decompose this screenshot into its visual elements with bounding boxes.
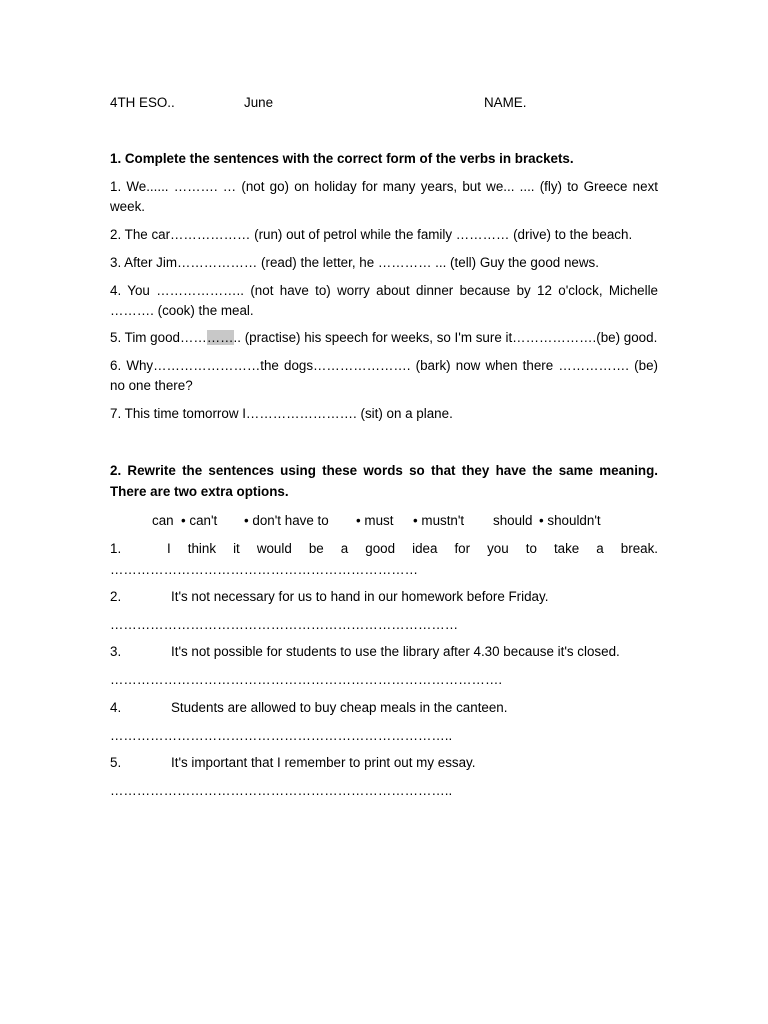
section1-item-3: 3. After Jim……………… (read) the letter, he ………… ... (tell) Guy the good news. [110,255,599,270]
rewrite-sentence: Students are allowed to buy cheap meals in the canteen. [171,700,508,715]
answer-line[interactable]: …………………………………………………………… [110,562,418,577]
rewrite-number: 2. [110,589,122,604]
rewrite-item-1 [110,539,658,559]
rewrite-number: 1. [110,541,122,556]
answer-line[interactable]: ………………………………………………………………….. [110,783,453,798]
option-word: • don't have to [244,513,329,528]
word-options [110,511,658,531]
option-word: • must [356,513,394,528]
section1-item-2: 2. The car……………… (run) out of petrol while the family ………… (drive) to the beach. [110,227,633,242]
exam-month: June [244,95,274,110]
rewrite-sentence: I think it would be a good idea for you to take a break. [167,541,658,556]
rewrite-sentence: It's important that I remember to print out my essay. [171,755,476,770]
item-5-end: .. (practise) his speech for weeks, so I'm sure it……………….(be) good. [233,330,658,345]
section1-item-5 [110,328,658,348]
section1-item-7: 7. This time tomorrow I……………………. (sit) on a plane. [110,406,453,421]
section1-instruction: 1. Complete the sentences with the correct form of the verbs in brackets. [110,151,574,166]
rewrite-sentence: It's not necessary for us to hand in our homework before Friday. [171,589,549,604]
option-word: • shouldn't [539,513,601,528]
rewrite-sentence: It's not possible for students to use the library after 4.30 because it's closed. [171,644,620,659]
answer-line[interactable]: …………………………………………………………………… [110,617,459,632]
section1-item-6: 6. Why……………………the dogs…………………. (bark) now when there ……………. (be) no one there? [110,358,658,393]
section1-item-1: 1. We...... ………. … (not go) on holiday for many years, but we... .... (fly) to Greece next week. [110,179,658,214]
course-level: 4TH ESO.. [110,95,175,110]
rewrite-item-3 [110,642,658,662]
section2-instruction: 2. Rewrite the sentences using these words so that they have the same meaning. There are two extra options. [110,463,658,499]
rewrite-number: 5. [110,755,122,770]
rewrite-item-4 [110,698,658,718]
option-word: can [152,513,174,528]
text-cursor-highlight: …… [206,330,234,345]
option-word: • can't [181,513,218,528]
answer-line[interactable]: ……………………………………………………………………………. [110,672,503,687]
name-label: NAME. [484,95,527,110]
rewrite-item-5 [110,753,658,773]
item-5-start: 5. Tim good…… [110,330,207,345]
header-line [110,93,658,113]
rewrite-number: 3. [110,644,122,659]
section1-item-4: 4. You ……………….. (not have to) worry about dinner because by 12 o'clock, Michelle ………. (cook) the meal. [110,283,658,318]
option-word: • mustn't [413,513,465,528]
option-word: should [493,513,533,528]
rewrite-item-2 [110,587,658,607]
answer-line[interactable]: ………………………………………………………………….. [110,728,453,743]
rewrite-number: 4. [110,700,122,715]
